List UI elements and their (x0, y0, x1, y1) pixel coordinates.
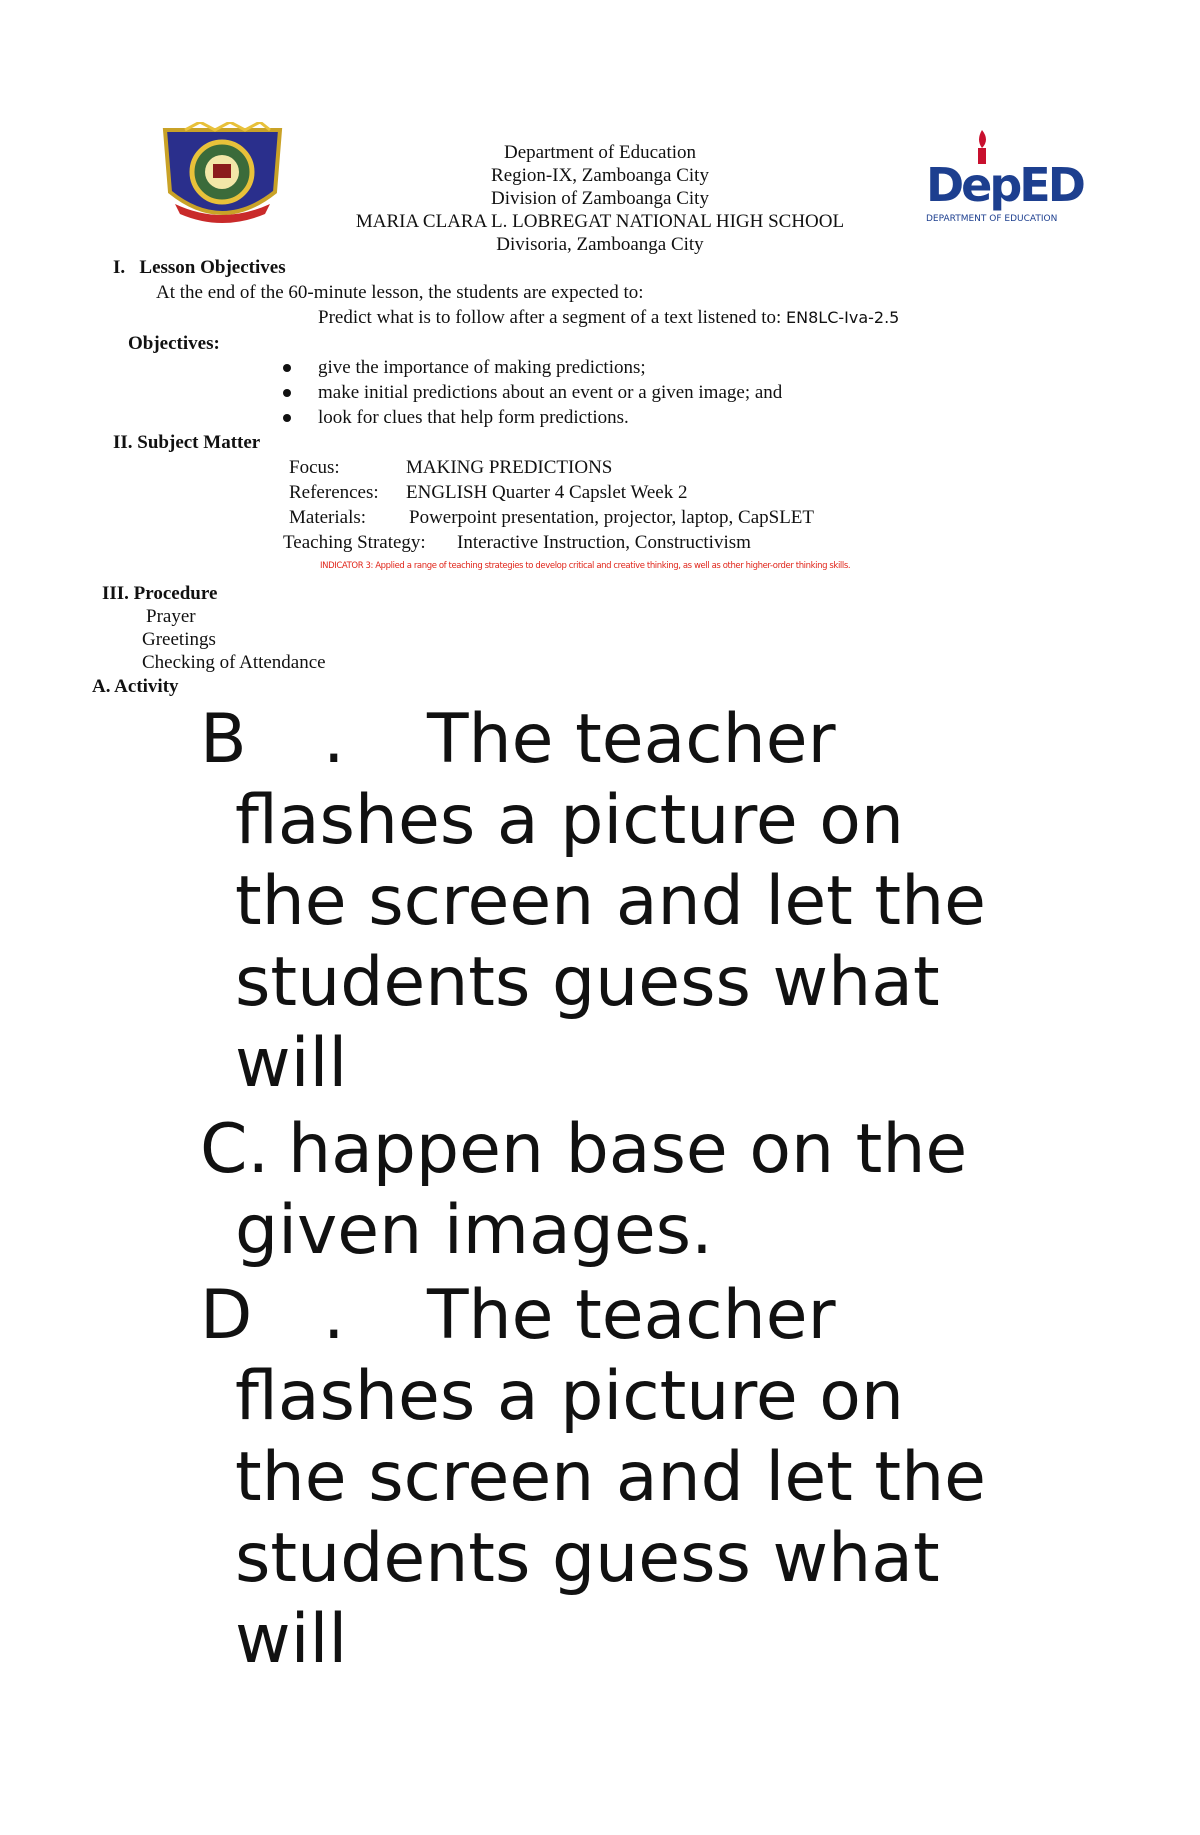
focus-value: MAKING PREDICTIONS (406, 457, 613, 478)
big-c-letter: C. (200, 1110, 270, 1189)
big-b-letter: B (200, 700, 247, 779)
strategy-value: Interactive Instruction, Constructivism (457, 532, 751, 553)
big-b-first-line: The teacher (427, 700, 836, 779)
lesson-intro: At the end of the 60-minute lesson, the students are expected to: (156, 282, 644, 303)
big-d-line: the screen and let the (235, 1438, 987, 1517)
objective-item (283, 381, 783, 404)
bullet-icon (283, 389, 291, 397)
objective-text: make initial predictions about an event or a given image; and (318, 382, 783, 403)
big-b-dot: . (323, 700, 345, 779)
materials-value: Powerpoint presentation, projector, laptop, CapSLET (409, 507, 815, 528)
big-d-line: students guess what (235, 1519, 940, 1598)
lesson-objectives-heading (113, 256, 286, 279)
procedure-heading: III. Procedure (102, 583, 218, 604)
subject-matter-heading: II. Subject Matter (113, 432, 261, 453)
header-location: Divisoria, Zamboanga City (496, 234, 704, 255)
strategy-label: Teaching Strategy: (283, 532, 426, 553)
objective-text: give the importance of making predictions; (318, 357, 646, 378)
activity-heading: A. Activity (92, 676, 179, 697)
big-b-line: the screen and let the (235, 862, 987, 941)
bullet-icon (283, 364, 291, 372)
header-department: Department of Education (503, 142, 697, 163)
objective-item (283, 406, 629, 429)
bullet-icon (283, 414, 291, 422)
big-b-line: students guess what (235, 943, 940, 1022)
procedure-item-attendance: Checking of Attendance (142, 652, 326, 673)
lesson-objectives-title: Lesson Objectives (139, 257, 286, 278)
competency-text: Predict what is to follow after a segment of a text listened to: (318, 307, 787, 328)
big-b-line: flashes a picture on (235, 781, 905, 860)
competency-code: EN8LC-Iva-2.5 (786, 308, 900, 327)
big-d-letter: D (200, 1276, 253, 1355)
objective-text: look for clues that help form predictions. (318, 407, 629, 428)
header-region: Region-IX, Zamboanga City (491, 165, 709, 186)
procedure-item-prayer: Prayer (146, 606, 196, 627)
deped-logo (920, 124, 1083, 229)
procedure-item-greetings: Greetings (142, 629, 216, 650)
big-d-line: flashes a picture on (235, 1357, 905, 1436)
big-c-first-line: happen base on the (288, 1110, 968, 1189)
big-d-line: will (235, 1600, 348, 1679)
materials-label: Materials: (289, 507, 367, 528)
references-value: ENGLISH Quarter 4 Capslet Week 2 (406, 482, 688, 503)
references-label: References: (289, 482, 379, 503)
indicator-note: INDICATOR 3: Applied a range of teaching strategies to develop critical and creative thinking, as well as other higher-order thinking skills. (320, 561, 851, 571)
deped-subtext: DEPARTMENT OF EDUCATION (926, 214, 1058, 224)
focus-label: Focus: (289, 457, 340, 478)
school-logo (155, 122, 290, 227)
header-block (330, 141, 870, 256)
competency-line (318, 306, 899, 329)
big-d-dot: . (323, 1276, 345, 1355)
big-b-line: will (235, 1024, 348, 1103)
lesson-objectives-number: I. (113, 257, 126, 278)
objective-item (283, 356, 646, 379)
deped-wordmark: DepED (926, 158, 1083, 212)
header-school: MARIA CLARA L. LOBREGAT NATIONAL HIGH SCHOOL (355, 211, 845, 232)
objectives-label: Objectives: (128, 333, 220, 354)
big-d-first-line: The teacher (427, 1276, 836, 1355)
header-division: Division of Zamboanga City (491, 188, 709, 209)
big-c-line: given images. (235, 1191, 713, 1270)
